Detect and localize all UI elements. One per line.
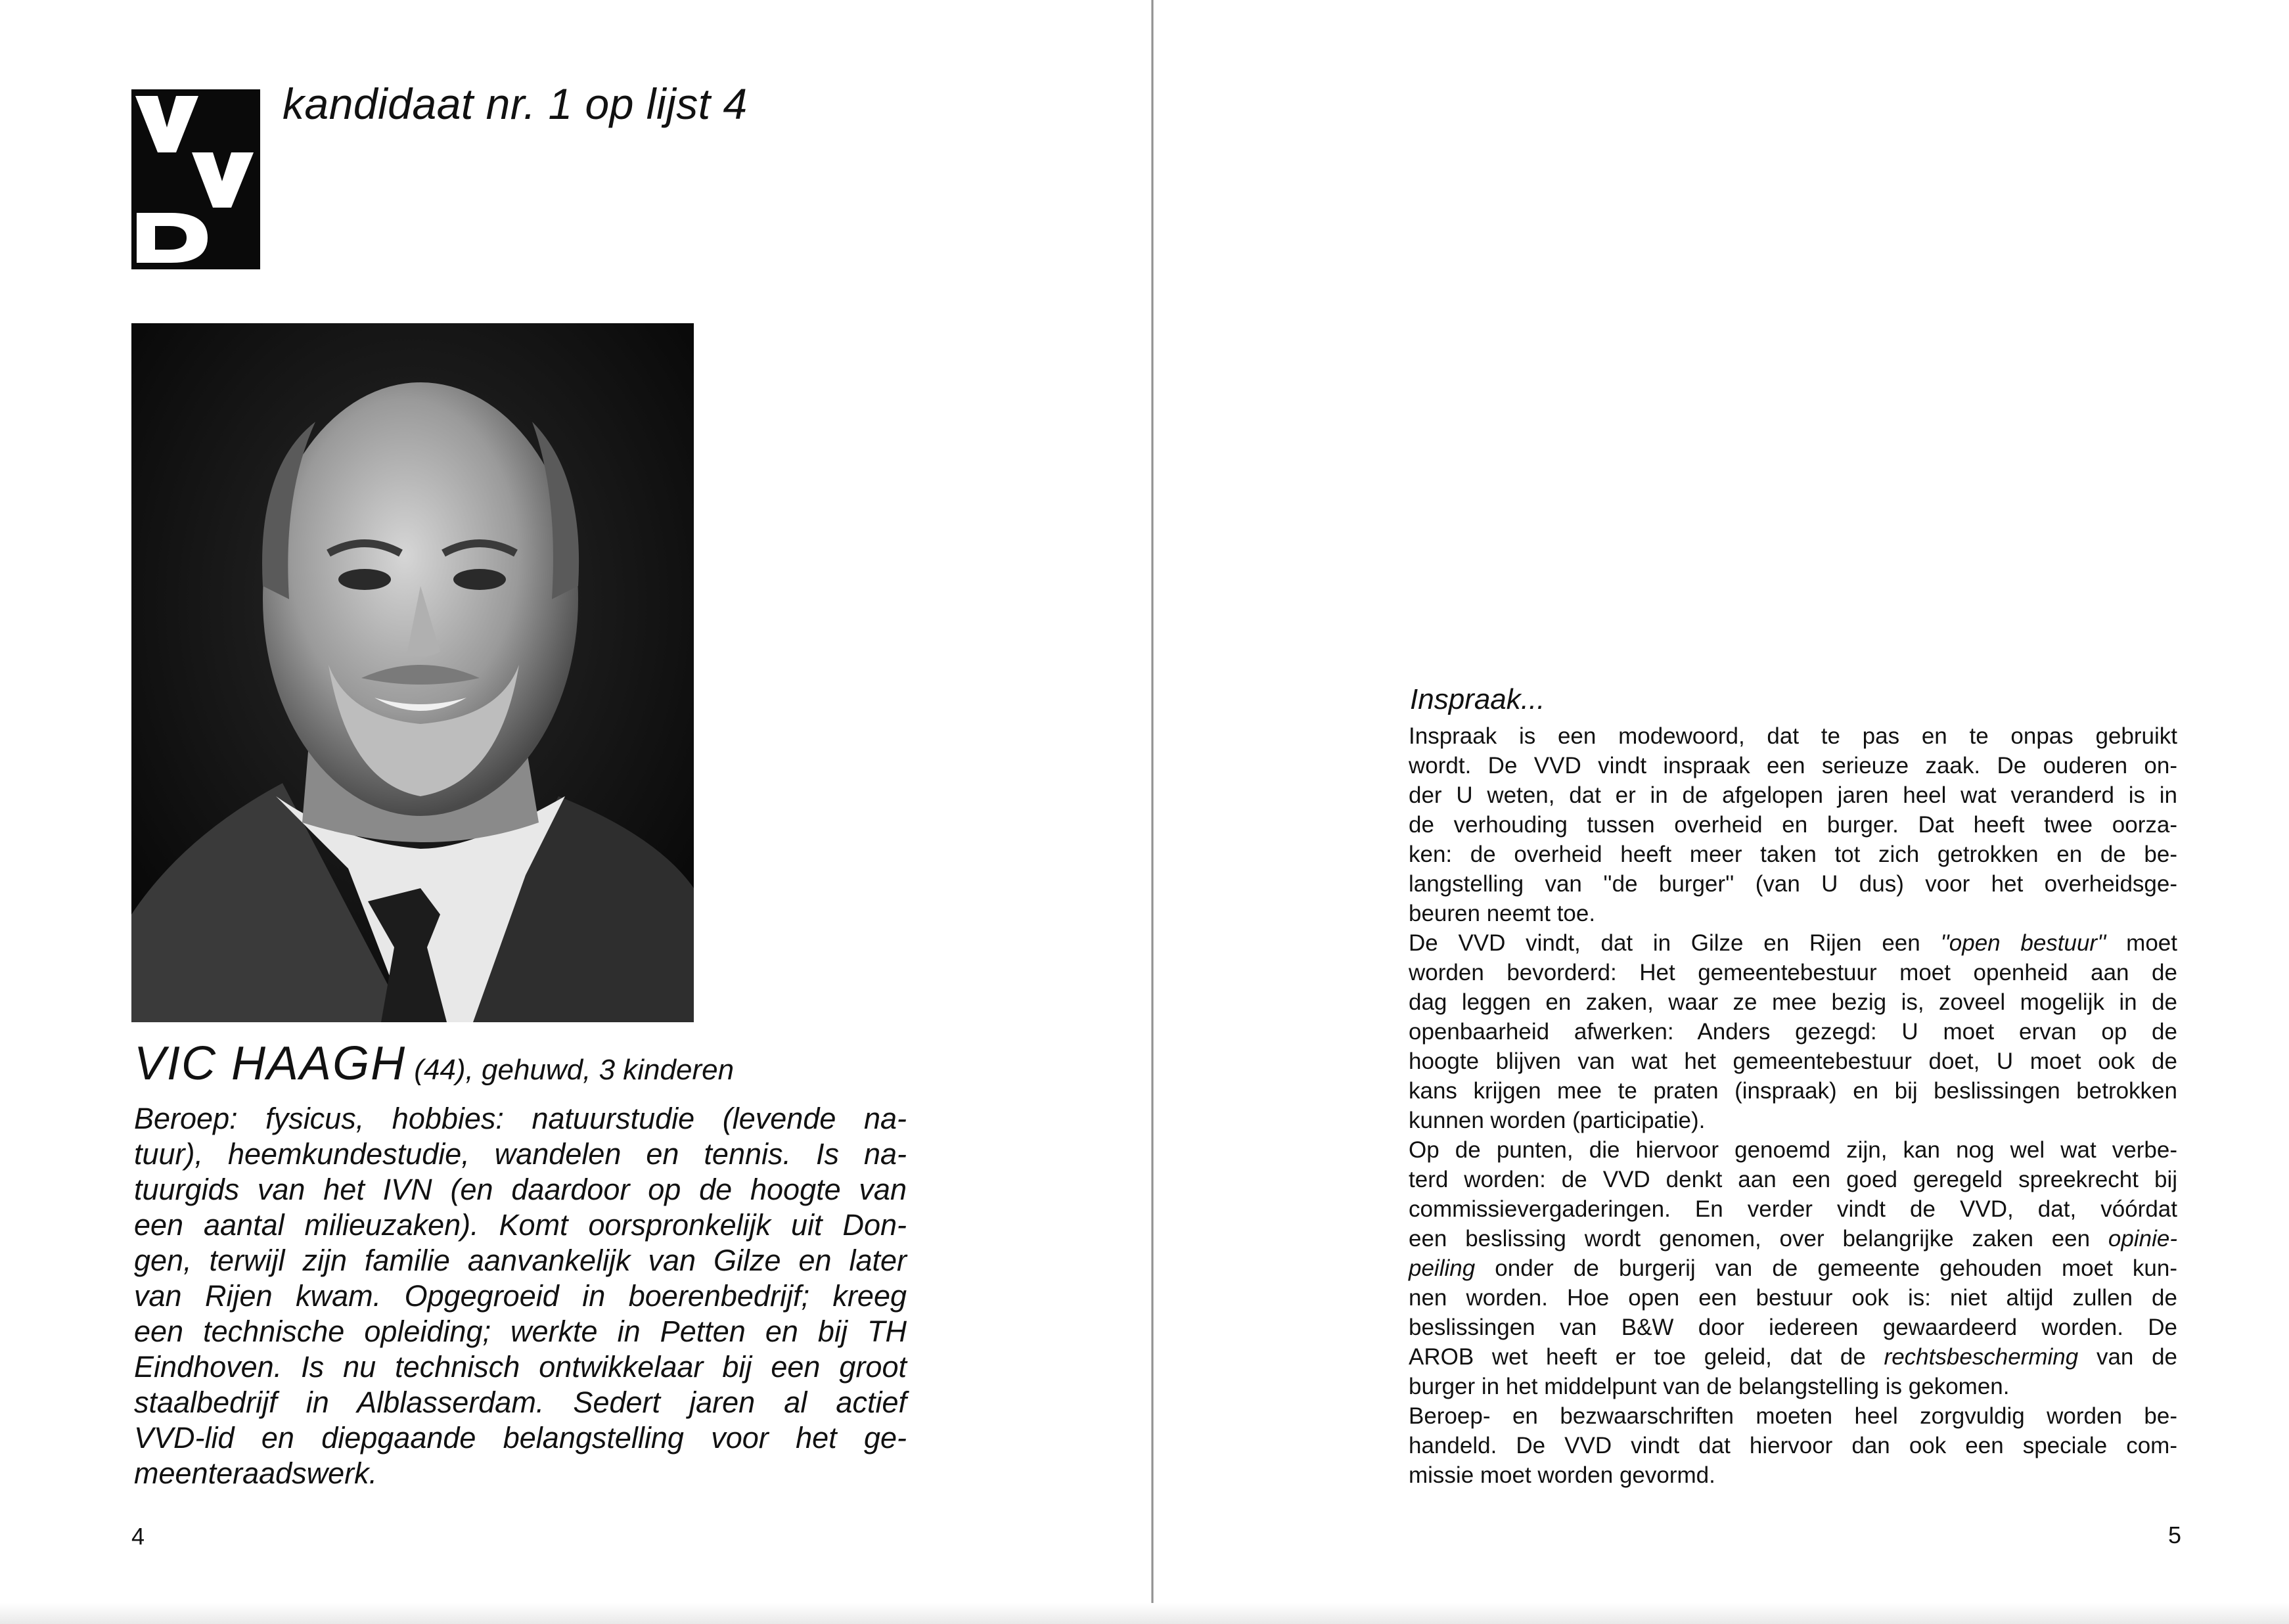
article-line (1409, 1401, 2177, 1431)
article-line (1409, 869, 2177, 899)
article-line (1409, 1372, 2177, 1401)
bio-line: een technische opleiding; werkte in Petten en bij TH (134, 1315, 907, 1348)
page-fold (1151, 0, 1154, 1624)
bio-line: staalbedrijf in Alblasserdam. Sedert jaren al actief (134, 1386, 907, 1419)
section-title: Inspraak... (1410, 683, 1545, 715)
article-line (1409, 1313, 2177, 1342)
article-line (1409, 987, 2177, 1017)
line-text: AROB wet heeft er toe geleid, dat de (1409, 1344, 1884, 1370)
article-line (1409, 899, 2177, 928)
vvd-logo (131, 89, 260, 269)
article-line (1409, 1283, 2177, 1313)
candidate-portrait (131, 323, 694, 1022)
line-text: Op de punten, die hiervoor genoemd zijn, kan nog wel wat verbe- (1409, 1137, 2177, 1163)
article-line (1409, 810, 2177, 840)
line-text: dag leggen en zaken, waar ze mee bezig is, zoveel mogelijk in de (1409, 989, 2177, 1015)
page-bottom-edge (0, 1603, 2289, 1624)
emphasis-text: ''open bestuur'' (1940, 930, 2106, 956)
line-text: commissievergaderingen. En verder vindt de VVD, dat, vóórdat (1409, 1196, 2177, 1222)
line-text: wordt. De VVD vindt inspraak een serieuze zaak. De ouderen on- (1409, 753, 2177, 778)
article-line (1409, 1194, 2177, 1224)
emphasis-text: peiling (1409, 1255, 1476, 1281)
line-text: de verhouding tussen overheid en burger. Dat heeft twee oorza- (1409, 812, 2177, 838)
line-text: onder de burgerij van de gemeente gehouden moet kun- (1475, 1255, 2177, 1281)
article-line (1409, 1076, 2177, 1106)
article-line (1409, 1224, 2177, 1253)
bio-line: gen, terwijl zijn familie aanvankelijk van Gilze en later (134, 1244, 907, 1277)
line-text: een beslissing wordt genomen, over belangrijke zaken een (1409, 1226, 2108, 1252)
article-line (1409, 1106, 2177, 1135)
line-text: worden bevorderd: Het gemeentebestuur moet openheid aan de (1409, 960, 2177, 985)
line-text: der U weten, dat er in de afgelopen jaren heel wat veranderd is in (1409, 782, 2177, 808)
bio-line: van Rijen kwam. Opgegroeid in boerenbedrijf; kreeg (134, 1279, 907, 1313)
line-text: Inspraak is een modewoord, dat te pas en te onpas gebruikt (1409, 723, 2177, 749)
header-title: kandidaat nr. 1 op lijst 4 (283, 79, 748, 128)
line-text: terd worden: de VVD denkt aan een goed geregeld spreekrecht bij (1409, 1167, 2177, 1192)
line-text: moet (2106, 930, 2177, 956)
bio-line: Eindhoven. Is nu technisch ontwikkelaar bij een groot (134, 1350, 907, 1384)
article-line (1409, 780, 2177, 810)
vvd-logo-mark (131, 89, 260, 269)
line-text: kans krijgen mee te praten (inspraak) en bij beslissingen betrokken (1409, 1078, 2177, 1104)
line-text: langstelling van ''de burger'' (van U dus) voor het overheidsge- (1409, 871, 2177, 897)
article-line (1409, 958, 2177, 987)
line-text: hoogte blijven van wat het gemeentebestuur doet, U moet ook de (1409, 1049, 2177, 1074)
bio-line: tuurgids van het IVN (en daardoor op de hoogte van (134, 1173, 907, 1206)
article-line (1409, 1047, 2177, 1076)
article-line (1409, 1165, 2177, 1194)
line-text: beuren neemt toe. (1409, 901, 1596, 926)
line-text: ken: de overheid heeft meer taken tot zich getrokken en de be- (1409, 842, 2177, 867)
bio-line: een aantal milieuzaken). Komt oorspronkelijk uit Don- (134, 1208, 907, 1242)
line-text: handeld. De VVD vindt dat hiervoor dan ook een speciale com- (1409, 1433, 2177, 1458)
bio-line: Beroep: fysicus, hobbies: natuurstudie (levende na- (134, 1102, 907, 1135)
article-body (1409, 721, 2177, 1490)
article-line (1409, 1135, 2177, 1165)
article-line (1409, 840, 2177, 869)
bio-line: meenteraadswerk. (134, 1456, 378, 1490)
bio-line: tuur), heemkundestudie, wandelen en tennis. Is na- (134, 1137, 907, 1171)
candidate-name-line (134, 1037, 734, 1091)
candidate-name: VIC HAAGH (134, 1037, 407, 1090)
emphasis-text: rechtsbescherming (1884, 1344, 2079, 1370)
candidate-bio (134, 1101, 907, 1491)
line-text: Beroep- en bezwaarschriften moeten heel zorgvuldig worden be- (1409, 1403, 2177, 1429)
bio-line: VVD-lid en diepgaande belangstelling voor het ge- (134, 1421, 907, 1455)
article-line (1409, 1431, 2177, 1460)
page-number-left: 4 (131, 1523, 145, 1550)
page-number-right: 5 (2168, 1522, 2182, 1548)
article-line (1409, 721, 2177, 751)
emphasis-text: opinie- (2108, 1226, 2177, 1252)
candidate-details: (44), gehuwd, 3 kinderen (406, 1054, 735, 1086)
article-line (1409, 928, 2177, 958)
article-line (1409, 1253, 2177, 1283)
line-text: missie moet worden gevormd. (1409, 1462, 1715, 1488)
line-text: kunnen worden (participatie). (1409, 1108, 1706, 1133)
article-line (1409, 1017, 2177, 1047)
line-text: openbaarheid afwerken: Anders gezegd: U moet ervan op de (1409, 1019, 2177, 1045)
line-text: van de (2078, 1344, 2177, 1370)
article-line (1409, 1342, 2177, 1372)
line-text: beslissingen van B&W door iedereen gewaardeerd worden. De (1409, 1315, 2177, 1340)
line-text: nen worden. Hoe open een bestuur ook is: niet altijd zullen de (1409, 1285, 2177, 1311)
line-text: De VVD vindt, dat in Gilze en Rijen een (1409, 930, 1941, 956)
article-line (1409, 751, 2177, 780)
article-line (1409, 1460, 2177, 1490)
line-text: burger in het middelpunt van de belangstelling is gekomen. (1409, 1374, 2010, 1399)
